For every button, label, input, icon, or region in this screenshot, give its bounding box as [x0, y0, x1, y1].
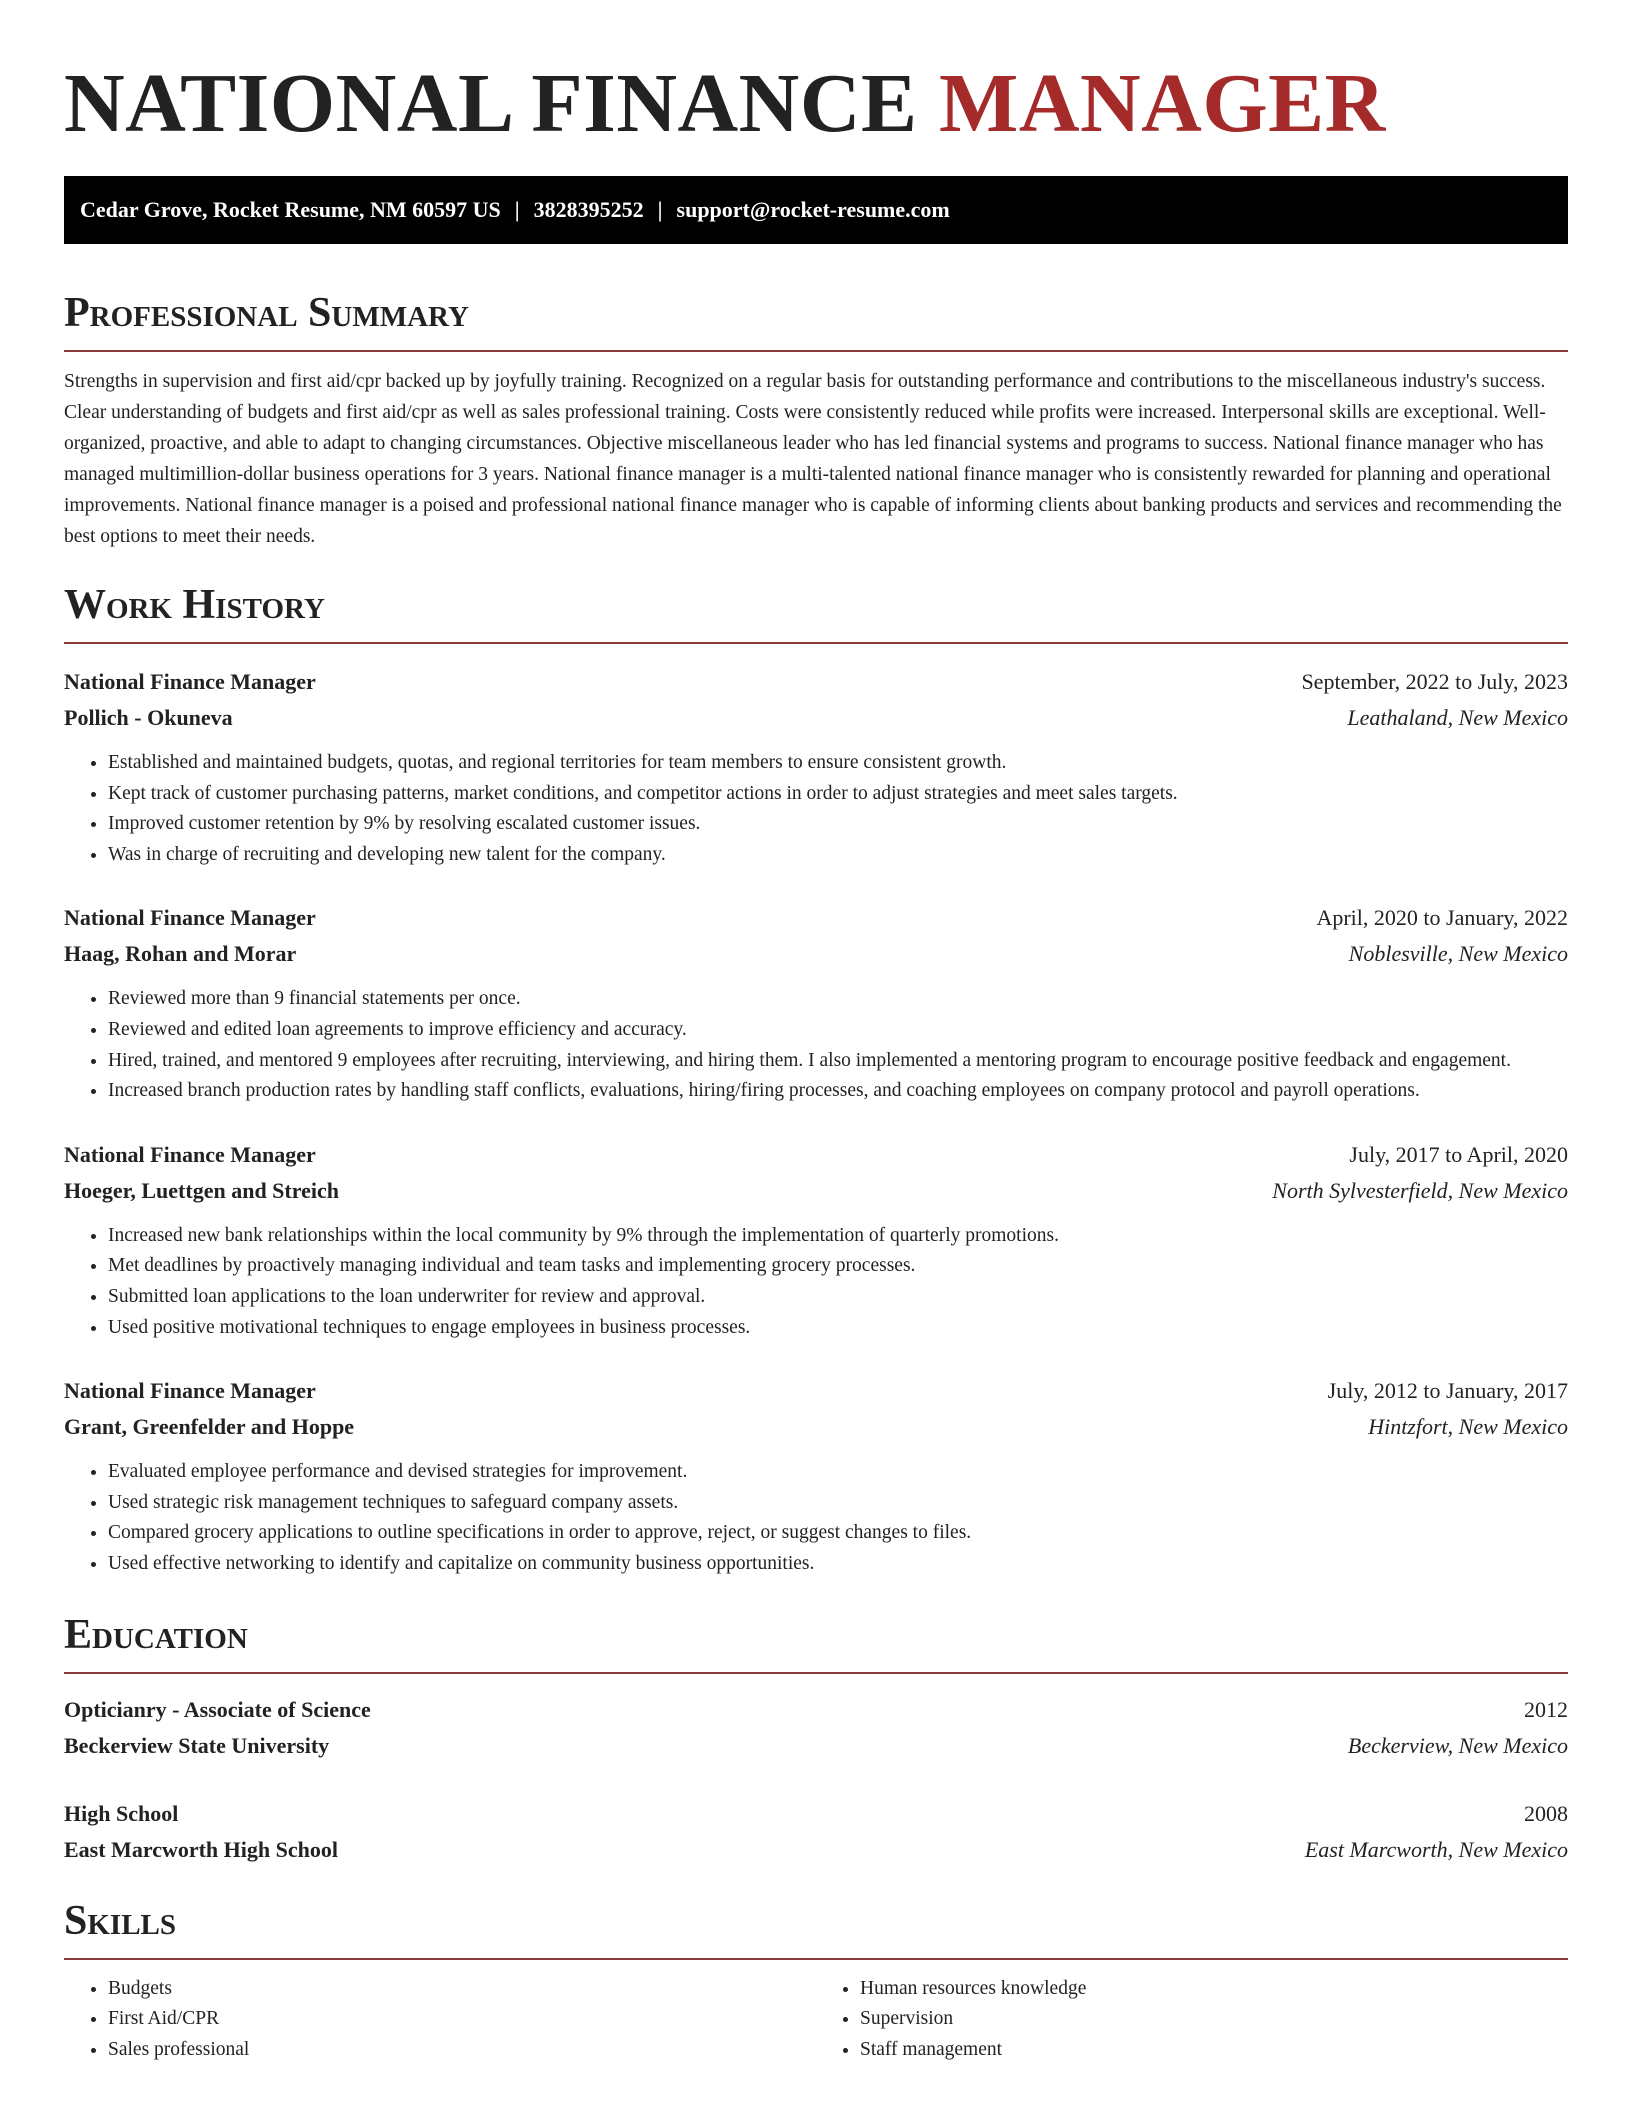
skills-column-right: [816, 1974, 1568, 2066]
job-company-row: [64, 1173, 1568, 1209]
job-bullet: • Was in charge of recruiting and developing new talent for the company.: [108, 840, 1568, 871]
contact-address: Cedar Grove, Rocket Resume, NM 60597 US: [80, 197, 501, 222]
education-entry: [64, 1796, 1568, 1868]
job-entry: [64, 900, 1568, 1106]
job-bullet: • Established and maintained budgets, quotas, and regional territories for team members to ensure consistent growth.: [108, 748, 1568, 779]
contact-phone[interactable]: 3828395252: [533, 197, 644, 222]
skill-item: • Supervision: [860, 2004, 1568, 2035]
contact-separator: |: [657, 197, 663, 222]
job-company-row: [64, 700, 1568, 736]
job-location: North Sylvesterfield, New Mexico: [1272, 1177, 1568, 1203]
job-dates: July, 2017 to April, 2020: [1349, 1141, 1568, 1167]
job-company-row: [64, 1409, 1568, 1445]
job-title: National Finance Manager: [64, 1141, 316, 1167]
job-dates: July, 2012 to January, 2017: [1327, 1378, 1568, 1404]
job-header-row: [64, 1137, 1568, 1173]
skill-item: • Human resources knowledge: [860, 1974, 1568, 2005]
education-heading: Education: [64, 1610, 1568, 1674]
job-company: Hoeger, Luettgen and Streich: [64, 1177, 339, 1203]
contact-bar: [64, 176, 1568, 244]
education-degree: High School: [64, 1800, 179, 1826]
education-degree-row: [64, 1796, 1568, 1832]
job-bullet: • Hired, trained, and mentored 9 employees after recruiting, interviewing, and hiring them. I also implemented a mentoring program to encourage positive feedback and engagement.: [108, 1046, 1568, 1077]
job-bullet: • Increased new bank relationships within the local community by 9% through the implementation of quarterly promotions.: [108, 1221, 1568, 1252]
job-company-row: [64, 936, 1568, 972]
education-entry: [64, 1692, 1568, 1764]
education-school: East Marcworth High School: [64, 1836, 338, 1862]
job-bullet: • Increased branch production rates by handling staff conflicts, evaluations, hiring/firing processes, and coaching employees on company protocol and payroll operations.: [108, 1076, 1568, 1107]
job-entry: [64, 1137, 1568, 1343]
education-location: Beckerview, New Mexico: [1347, 1732, 1568, 1758]
skills-list: [64, 1974, 1568, 2066]
job-company: Pollich - Okuneva: [64, 705, 233, 730]
job-title: National Finance Manager: [64, 669, 316, 694]
contact-separator: |: [514, 197, 520, 222]
job-bullet: • Submitted loan applications to the loan underwriter for review and approval.: [108, 1282, 1568, 1313]
job-dates: September, 2022 to July, 2023: [1301, 669, 1568, 694]
job-title: National Finance Manager: [64, 1378, 316, 1404]
skills-column-left: [64, 1974, 816, 2066]
work-history-heading: Work History: [64, 580, 1568, 644]
job-bullets: [64, 1457, 1568, 1579]
job-location: Noblesville, New Mexico: [1348, 941, 1568, 967]
job-header-row: [64, 664, 1568, 700]
job-bullets: [64, 984, 1568, 1106]
education-school-row: [64, 1832, 1568, 1868]
job-bullet: • Reviewed more than 9 financial statements per once.: [108, 984, 1568, 1015]
job-bullet: • Used effective networking to identify and capitalize on community business opportunities.: [108, 1549, 1568, 1580]
skill-item: • First Aid/CPR: [108, 2004, 816, 2035]
job-bullet: • Used strategic risk management techniques to safeguard company assets.: [108, 1488, 1568, 1519]
job-title: National Finance Manager: [64, 905, 316, 931]
job-company: Haag, Rohan and Morar: [64, 941, 297, 967]
resume-name: [64, 0, 1568, 152]
education-degree-row: [64, 1692, 1568, 1728]
job-company: Grant, Greenfelder and Hoppe: [64, 1414, 355, 1440]
education-year: 2008: [1524, 1800, 1568, 1826]
skill-item: • Budgets: [108, 1974, 816, 2005]
job-bullet: • Evaluated employee performance and devised strategies for improvement.: [108, 1457, 1568, 1488]
skills-heading: Skills: [64, 1896, 1568, 1960]
contact-email[interactable]: support@rocket-resume.com: [676, 197, 950, 222]
job-entry: [64, 1373, 1568, 1579]
skill-item: • Staff management: [860, 2035, 1568, 2066]
job-location: Hintzfort, New Mexico: [1368, 1414, 1568, 1440]
job-header-row: [64, 1373, 1568, 1409]
job-entry: [64, 664, 1568, 870]
summary-text: Strengths in supervision and first aid/cpr backed up by joyfully training. Recognized on a regular basis for outstanding performance and contributions to the miscellaneous industry's success. Clear understanding of budgets and first aid/cpr as well as sales professional training. Costs were consistently reduced while profits were increased. Interpersonal skills are exceptional. Well-organized, proactive, and able to adapt to changing circumstances. Objective miscellaneous leader who has led financial systems and programs to success. National finance manager who has managed multimillion-dollar business operations for 3 years. National finance manager is a multi-talented national finance manager who is consistently rewarded for planning and operational improvements. National finance manager is a poised and professional national finance manager who is capable of informing clients about banking products and services and recommending the best options to meet their needs.: [64, 371, 1562, 547]
job-bullet: • Kept track of customer purchasing patterns, market conditions, and competitor actions in order to adjust strategies and meet sales targets.: [108, 779, 1568, 810]
skill-item: • Sales professional: [108, 2035, 816, 2066]
job-bullet: • Met deadlines by proactively managing individual and team tasks and implementing grocery processes.: [108, 1251, 1568, 1282]
job-bullets: [64, 1221, 1568, 1343]
job-bullet: • Compared grocery applications to outline specifications in order to approve, reject, or suggest changes to files.: [108, 1518, 1568, 1549]
job-bullets: [64, 748, 1568, 870]
education-degree: Opticianry - Associate of Science: [64, 1696, 371, 1722]
job-location: Leathaland, New Mexico: [1347, 705, 1568, 730]
name-last: MANAGER: [939, 57, 1386, 150]
job-bullet: • Improved customer retention by 9% by resolving escalated customer issues.: [108, 809, 1568, 840]
education-location: East Marcworth, New Mexico: [1304, 1836, 1568, 1862]
summary-heading: Professional Summary: [64, 288, 1568, 352]
education-year: 2012: [1524, 1696, 1568, 1722]
name-first: NATIONAL FINANCE: [64, 57, 918, 150]
job-bullet: • Used positive motivational techniques to engage employees in business processes.: [108, 1313, 1568, 1344]
job-header-row: [64, 900, 1568, 936]
job-bullet: • Reviewed and edited loan agreements to improve efficiency and accuracy.: [108, 1015, 1568, 1046]
education-school-row: [64, 1728, 1568, 1764]
education-school: Beckerview State University: [64, 1732, 330, 1758]
job-dates: April, 2020 to January, 2022: [1316, 905, 1568, 931]
